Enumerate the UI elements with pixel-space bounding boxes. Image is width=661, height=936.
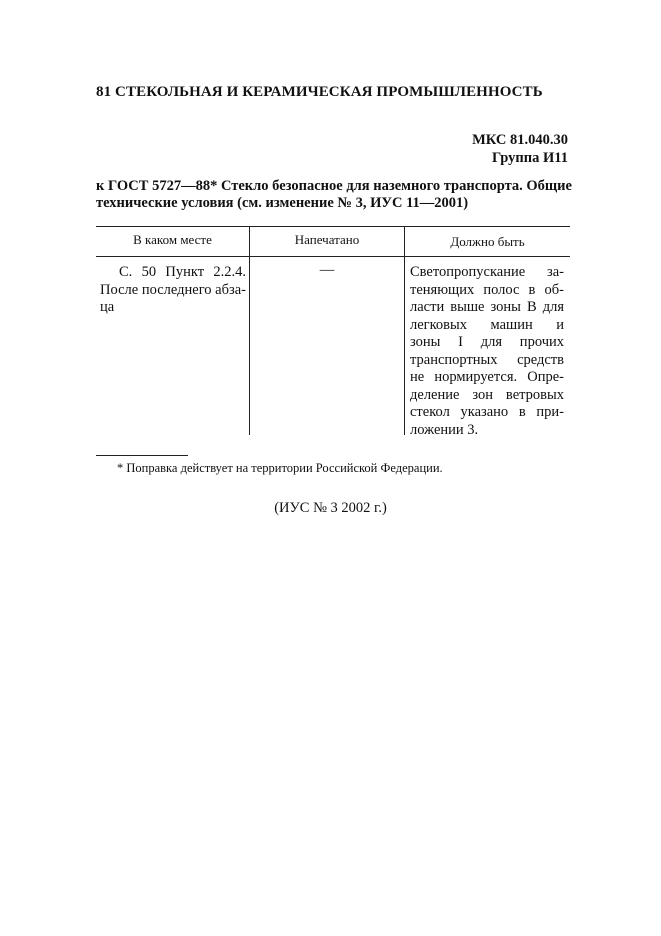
- section-heading: 81 СТЕКОЛЬНАЯ И КЕРАМИЧЕСКАЯ ПРОМЫШЛЕННОСТЬ: [96, 84, 543, 100]
- table-cell-place-line: После последнего абза-: [100, 281, 246, 298]
- table-cell-place: [100, 264, 246, 317]
- amendment-title: [96, 178, 572, 212]
- table-column-divider-1: [249, 226, 250, 435]
- table-header-rule: [96, 256, 570, 257]
- table-cell-should-be: [410, 264, 564, 439]
- table-header-place: В каком месте: [133, 232, 212, 247]
- table-cell-should-be-line: не нормируется. Опре-: [410, 369, 564, 385]
- table-cell-should-be-line: теняющих полос в об-: [410, 281, 564, 298]
- table-cell-printed: —: [319, 262, 335, 278]
- mks-code: МКС 81.040.30: [472, 132, 568, 148]
- table-header-should-be: Должно быть: [450, 234, 525, 249]
- amendment-title-line-2: технические условия (см. изменение № 3, ИУС 11—2001): [96, 195, 469, 211]
- table-cell-place-line: ца: [100, 299, 115, 315]
- footnote-rule: [96, 455, 188, 456]
- footnote: * Поправка действует на территории Российской Федерации.: [117, 461, 443, 475]
- group-code: Группа И11: [492, 150, 568, 166]
- table-cell-should-be-line: ложении 3.: [410, 421, 479, 438]
- source-reference: (ИУС № 3 2002 г.): [274, 500, 387, 516]
- table-top-rule: [96, 226, 570, 227]
- table-cell-should-be-line: ласти выше зоны В для: [410, 299, 564, 315]
- table-cell-should-be-line: легковых машин и: [410, 316, 564, 333]
- table-cell-should-be-line: Светопропускание за-: [410, 264, 564, 280]
- amendment-title-line-1: к ГОСТ 5727—88* Стекло безопасное для наземного транспорта. Общие: [96, 178, 572, 194]
- table-cell-should-be-line: деление зон ветровых: [410, 386, 564, 403]
- table-cell-should-be-line: стекол указано в при-: [410, 404, 564, 420]
- table-column-divider-2: [404, 226, 405, 435]
- table-cell-place-line: С. 50 Пункт 2.2.4.: [119, 264, 246, 280]
- table-cell-should-be-line: зоны I для прочих: [410, 334, 564, 350]
- table-header-printed: Напечатано: [294, 232, 360, 247]
- table-cell-should-be-line: транспортных средств: [410, 351, 564, 368]
